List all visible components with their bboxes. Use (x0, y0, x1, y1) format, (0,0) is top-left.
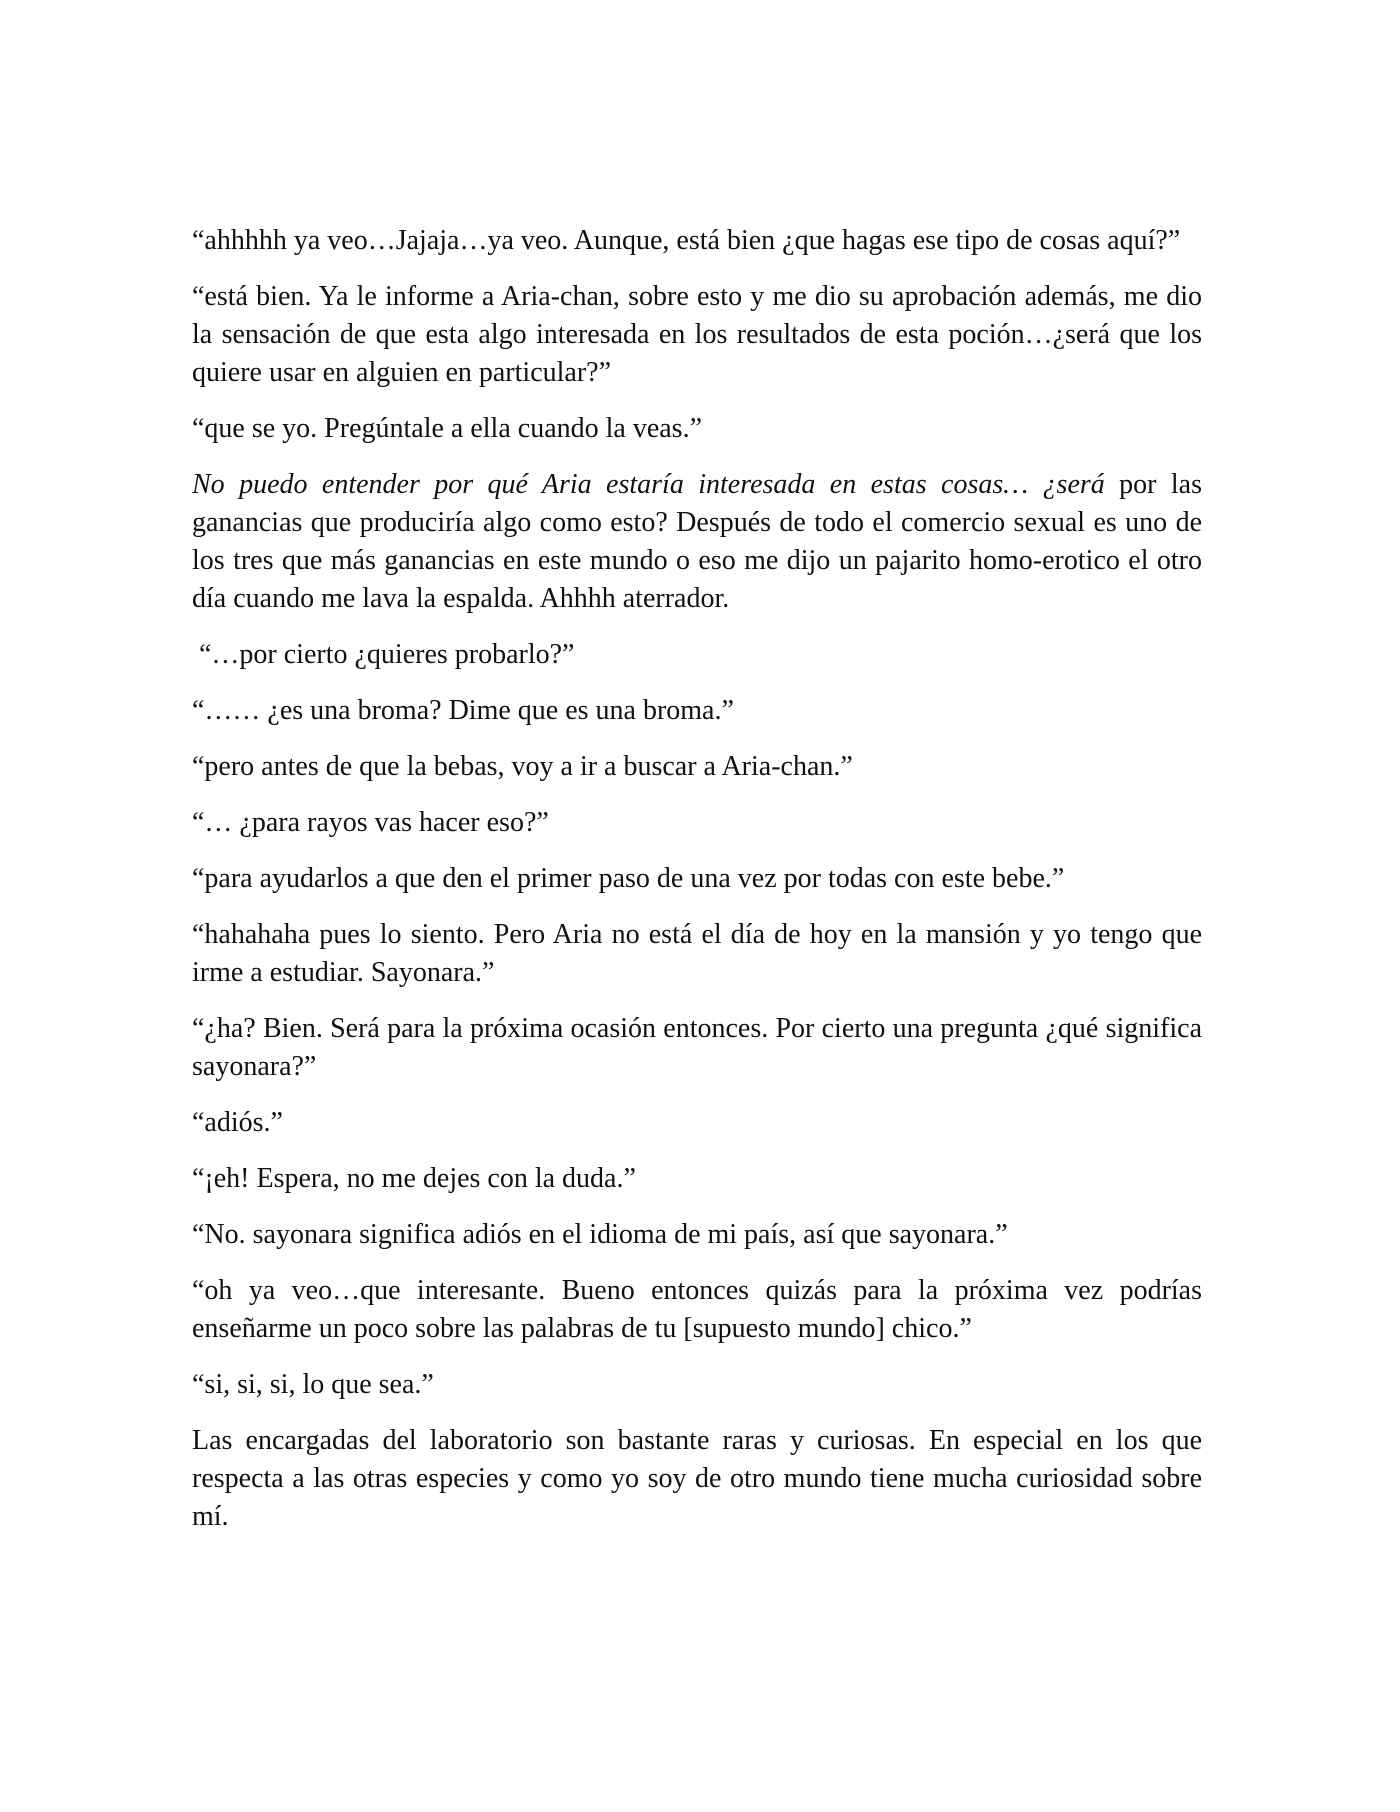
paragraph: “¡eh! Espera, no me dejes con la duda.” (192, 1163, 636, 1194)
paragraph: “adiós.” (192, 1107, 283, 1138)
paragraph: “que se yo. Pregúntale a ella cuando la veas.” (192, 413, 703, 444)
paragraph: Las encargadas del laboratorio son bastante raras y curiosas. En especial en los que respecta a las otras especies y como yo soy de otro mundo tiene mucha curiosidad sobre mí. (192, 1425, 1202, 1532)
paragraph: “…… ¿es una broma? Dime que es una broma.” (192, 695, 734, 726)
paragraph: “si, si, si, lo que sea.” (192, 1369, 434, 1400)
paragraph: “… ¿para rayos vas hacer eso?” (192, 807, 549, 838)
paragraph: “pero antes de que la bebas, voy a ir a buscar a Aria-chan.” (192, 751, 853, 782)
inner-thought-text: No puedo entender por qué Aria estaría interesada en estas cosas… ¿será (192, 469, 1105, 500)
paragraph: “está bien. Ya le informe a Aria-chan, sobre esto y me dio su aprobación además, me dio la sensación de que esta algo interesada en los resultados de esta poción…¿será que los quiere usar en alguien en particular?” (192, 281, 1202, 388)
paragraph: “¿ha? Bien. Será para la próxima ocasión entonces. Por cierto una pregunta ¿qué significa sayonara?” (192, 1013, 1202, 1082)
paragraph: “No. sayonara significa adiós en el idioma de mi país, así que sayonara.” (192, 1219, 1008, 1250)
paragraph: “para ayudarlos a que den el primer paso de una vez por todas con este bebe.” (192, 863, 1065, 894)
narration-text: por las ganancias que produciría algo como esto? Después de todo el comercio sexual es uno de los tres que más ganancias en este mundo o eso me dijo un pajarito homo-erotico el otro día cuando me lava la espalda. Ahhhh aterrador. (192, 469, 1202, 614)
paragraph: “ahhhhh ya veo…Jajaja…ya veo. Aunque, está bien ¿que hagas ese tipo de cosas aquí?” (192, 225, 1181, 256)
text-body (192, 222, 1202, 1554)
paragraph: “hahahaha pues lo siento. Pero Aria no está el día de hoy en la mansión y yo tengo que irme a estudiar. Sayonara.” (192, 919, 1202, 988)
paragraph: “…por cierto ¿quieres probarlo?” (199, 639, 575, 670)
narration-paragraph (192, 466, 1202, 618)
paragraph: “oh ya veo…que interesante. Bueno entonces quizás para la próxima vez podrías enseñarme un poco sobre las palabras de tu [supuesto mundo] chico.” (192, 1275, 1202, 1344)
